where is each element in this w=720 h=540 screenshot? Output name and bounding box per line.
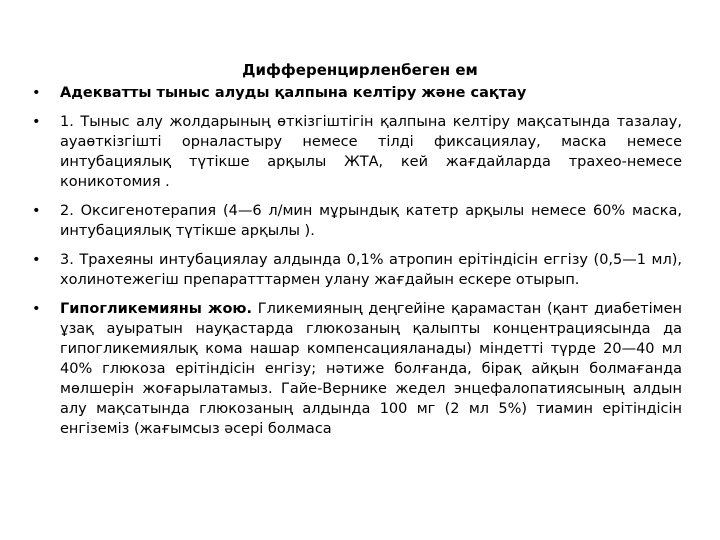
bullet-bold-text: Гипогликемияны жою. [60,301,253,317]
bullet-item-atropine [32,250,682,290]
bullet-dot: • [32,114,41,130]
bullet-text: 3. Трахеяны интубациялау алдында 0,1% атропин ерітіндісін еггізу (0,5—1 мл), холинотежегіш препаратттармен улану жағдайын ескере отырып. [60,252,682,288]
bullet-item-heading [32,83,682,103]
bullet-text: 1. Тыныс алу жолдарының өткізгіштігін қалпына келтіру мақсатында тазалау, ауаөткізгішті орналастыру немесе тілді фиксациялау, маска немесе интубациялық түтікше арқылы ЖТА, кей жағдайларда трахео-немесе коникотомия . [60,114,682,190]
bullet-text: 2. Оксигенотерапия (4—6 л/мин мұрындық катетр арқылы немесе 60% маска, интубациялық түтікше арқылы ). [60,203,682,239]
bullet-item-oxygen [32,201,682,241]
bullet-bold-text: Адекватты тыныс алуды қалпына келтіру және сақтау [60,85,527,101]
bullet-dot: • [32,301,41,317]
bullet-dot: • [32,85,41,101]
slide-title: Дифференцирленбеген ем [242,61,478,79]
bullet-dot: • [32,203,41,219]
bullet-text: Гликемияның деңгейіне қарамастан (қант диабетімен ұзақ ауыратын науқастарда глюкозаның қалыпты концентрациясында да гипогликемиялық кома нашар компенсацияланады) міндетті түрде 20—40 мл 40% глюкоза ерітіндісін енгізу; нәтиже болғанда, бірақ айқын болмағанда мөлшерін жоғарылатамыз. Гайе-Вернике жедел энцефалопатиясының алдын алу мақсатында глюкозаның алдында 100 мг (2 мл 5%) тиамин ерітіндісін енгіземіз (жағымсыз әсері болмаса [60,301,682,437]
bullet-list [32,83,682,448]
bullet-item-hypoglycemia [32,299,682,439]
bullet-item-airway [32,112,682,192]
bullet-dot: • [32,252,41,268]
